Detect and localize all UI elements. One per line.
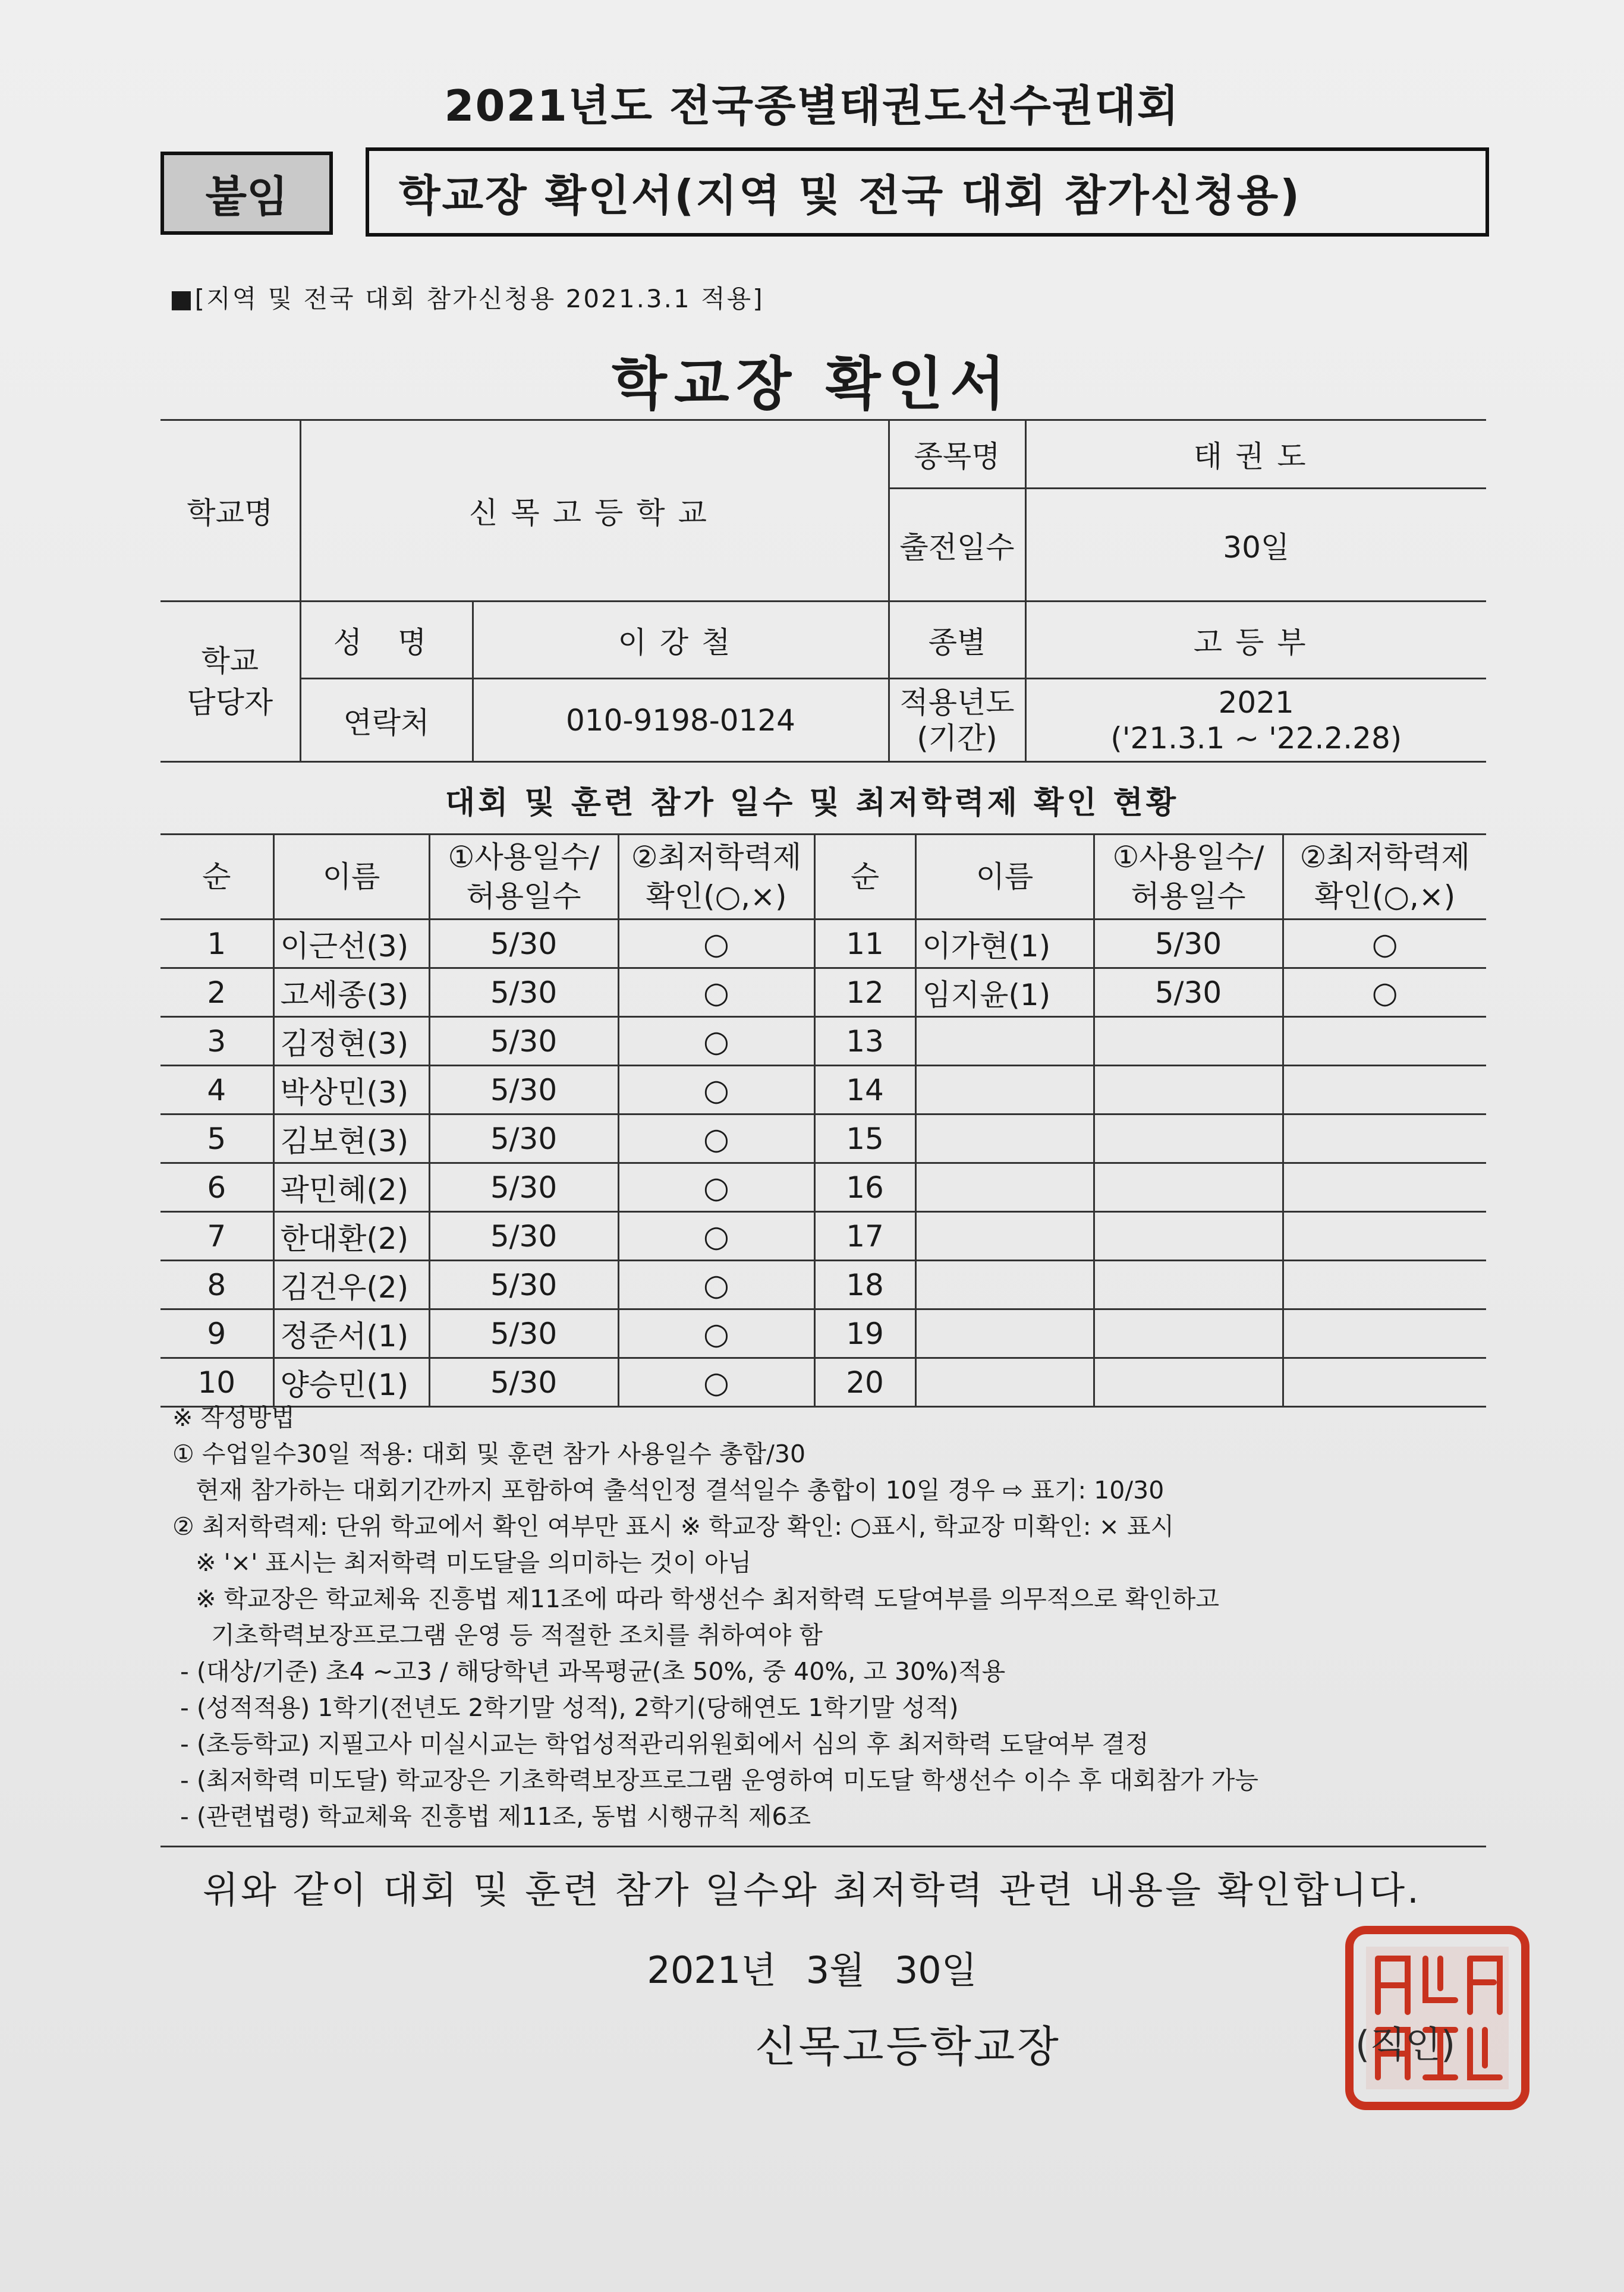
table-row (160, 1114, 1486, 1163)
row-check-2 (1283, 1309, 1486, 1358)
year-label-line1: 적용년도 (899, 685, 1015, 720)
col-no-2: 순 (814, 835, 915, 920)
row-no-2: 18 (814, 1261, 915, 1309)
contact-value: 010-9198-0124 (473, 679, 889, 762)
row-name: 김정현(3) (273, 1017, 429, 1066)
row-no: 8 (160, 1261, 273, 1309)
instruction-line: 현재 참가하는 대회기간까지 포함하여 출석인정 결석일수 총합이 10일 경우 ⇨ 표기: 10/30 (172, 1476, 1165, 1504)
row-days: 5/30 (429, 1114, 618, 1163)
instruction-line: ※ 작성방법 (172, 1403, 295, 1432)
instructions-bottom-divider (160, 1846, 1486, 1847)
row-days-2 (1094, 1212, 1283, 1261)
row-no: 1 (160, 920, 273, 968)
row-no-2: 12 (814, 968, 915, 1017)
row-check-2: ○ (1283, 920, 1486, 968)
col-days-line2: 허용일수 (466, 879, 581, 914)
row-days: 5/30 (429, 920, 618, 968)
row-no-2: 17 (814, 1212, 915, 1261)
row-check: ○ (618, 1066, 814, 1114)
col-days-line1: ①사용일수/ (448, 840, 600, 874)
row-no-2: 14 (814, 1066, 915, 1114)
row-check-2 (1283, 1114, 1486, 1163)
col-days-2 (1094, 835, 1283, 920)
row-days-2 (1094, 1114, 1283, 1163)
row-no: 10 (160, 1358, 273, 1407)
row-name: 한대환(2) (273, 1212, 429, 1261)
row-name: 김보현(3) (273, 1114, 429, 1163)
row-no-2: 11 (814, 920, 915, 968)
col-check (618, 835, 814, 920)
col-days (429, 835, 618, 920)
year-value-period: ('21.3.1 ~ '22.2.28) (1110, 720, 1402, 755)
row-name-2 (915, 1114, 1094, 1163)
year-value (1025, 679, 1486, 762)
row-name-2: 임지윤(1) (915, 968, 1094, 1017)
row-check: ○ (618, 920, 814, 968)
col-check-2-line2: 확인(○,×) (1314, 879, 1456, 914)
row-no-2: 15 (814, 1114, 915, 1163)
row-no-2: 19 (814, 1309, 915, 1358)
row-days: 5/30 (429, 1212, 618, 1261)
row-name-2: 이가현(1) (915, 920, 1094, 968)
row-name-2 (915, 1066, 1094, 1114)
table-row (160, 1212, 1486, 1261)
row-check-2 (1283, 1066, 1486, 1114)
table-row (160, 1066, 1486, 1114)
instruction-line: ② 최저학력제: 단위 학교에서 확인 여부만 표시 ※ 학교장 확인: ○표시, 학교장 미확인: × 표시 (172, 1512, 1175, 1541)
info-table (160, 419, 1486, 763)
row-check: ○ (618, 968, 814, 1017)
row-days: 5/30 (429, 1066, 618, 1114)
roster-table (160, 833, 1486, 1408)
row-days-2 (1094, 1261, 1283, 1309)
issue-date: 2021년 3월 30일 (647, 1948, 977, 1992)
row-check: ○ (618, 1114, 814, 1163)
col-name: 이름 (273, 835, 429, 920)
row-name: 박상민(3) (273, 1066, 429, 1114)
row-check-2: ○ (1283, 968, 1486, 1017)
row-check: ○ (618, 1163, 814, 1212)
instruction-line: - (성적적용) 1학기(전년도 2학기말 성적), 2학기(당해연도 1학기말 성적) (172, 1693, 959, 1722)
row-name-2 (915, 1017, 1094, 1066)
year-label (889, 679, 1025, 762)
division-value: 고등부 (1025, 602, 1486, 679)
row-days-2: 5/30 (1094, 920, 1283, 968)
col-days-2-line2: 허용일수 (1131, 879, 1246, 914)
row-no: 9 (160, 1309, 273, 1358)
row-days: 5/30 (429, 1017, 618, 1066)
col-check-line1: ②최저학력제 (631, 840, 802, 874)
days-value: 30일 (1025, 489, 1486, 602)
row-name-2 (915, 1212, 1094, 1261)
school-value: 신목고등학교 (300, 420, 889, 602)
sport-value: 태권도 (1025, 420, 1486, 489)
row-no: 5 (160, 1114, 273, 1163)
row-no-2: 20 (814, 1358, 915, 1407)
row-days-2 (1094, 1017, 1283, 1066)
manager-label (160, 602, 300, 762)
days-label: 출전일수 (889, 489, 1025, 602)
row-days: 5/30 (429, 1358, 618, 1407)
year-label-line2: (기간) (917, 720, 997, 755)
row-name: 김건우(2) (273, 1261, 429, 1309)
principal-title: 신목고등학교장 (755, 2022, 1061, 2071)
row-days: 5/30 (429, 1261, 618, 1309)
instruction-line: ① 수업일수30일 적용: 대회 및 훈련 참가 사용일수 총합/30 (172, 1440, 806, 1468)
row-check: ○ (618, 1017, 814, 1066)
row-check-2 (1283, 1017, 1486, 1066)
manager-label-text: 학교 담당자 (187, 643, 273, 720)
school-label: 학교명 (160, 420, 300, 602)
table-row (160, 1017, 1486, 1066)
table-row (160, 1261, 1486, 1309)
row-check: ○ (618, 1358, 814, 1407)
name-label: 성 명 (300, 602, 473, 679)
attachment-badge: 붙임 (160, 152, 333, 235)
instructions (172, 1400, 1498, 1835)
row-no: 2 (160, 968, 273, 1017)
instruction-line: ※ 학교장은 학교체육 진흥법 제11조에 따라 학생선수 최저학력 도달여부를 의무적으로 확인하고 (172, 1585, 1219, 1613)
row-no: 3 (160, 1017, 273, 1066)
row-name-2 (915, 1309, 1094, 1358)
row-name: 곽민혜(2) (273, 1163, 429, 1212)
instruction-line: ※ '×' 표시는 최저학력 미도달을 의미하는 것이 아님 (172, 1548, 752, 1577)
document-title: 학교장 확인서 (612, 351, 1012, 417)
row-days: 5/30 (429, 1163, 618, 1212)
table-row (160, 1309, 1486, 1358)
row-days-2 (1094, 1066, 1283, 1114)
year-value-year: 2021 (1218, 685, 1294, 720)
col-days-2-line1: ①사용일수/ (1112, 840, 1264, 874)
row-no-2: 16 (814, 1163, 915, 1212)
row-check: ○ (618, 1309, 814, 1358)
form-title: 학교장 확인서(지역 및 전국 대회 참가신청용) (366, 147, 1489, 237)
instruction-line: - (대상/기준) 초4 ~고3 / 해당학년 과목평균(초 50%, 중 40%, 고 30%)적용 (172, 1657, 1006, 1686)
row-name-2 (915, 1163, 1094, 1212)
table-row (160, 968, 1486, 1017)
division-label: 종별 (889, 602, 1025, 679)
event-title: 2021년도 전국종별태권도선수권대회 (444, 81, 1180, 131)
instruction-line: - (관련법령) 학교체육 진흥법 제11조, 동법 시행규칙 제6조 (172, 1802, 811, 1831)
name-value: 이강철 (473, 602, 889, 679)
sport-label: 종목명 (889, 420, 1025, 489)
row-check-2 (1283, 1163, 1486, 1212)
row-check-2 (1283, 1261, 1486, 1309)
row-name: 정준서(1) (273, 1309, 429, 1358)
applicability-note: ■[지역 및 전국 대회 참가신청용 2021.3.1 적용] (169, 284, 764, 313)
table-row (160, 1163, 1486, 1212)
row-check-2 (1283, 1212, 1486, 1261)
row-no: 6 (160, 1163, 273, 1212)
row-check: ○ (618, 1261, 814, 1309)
col-no: 순 (160, 835, 273, 920)
roster-title: 대회 및 훈련 참가 일수 및 최저학력제 확인 현황 (445, 785, 1179, 821)
table-row (160, 920, 1486, 968)
row-name: 고세종(3) (273, 968, 429, 1017)
instruction-line: - (초등학교) 지필고사 미실시교는 학업성적관리위원회에서 심의 후 최저학력 도달여부 결정 (172, 1730, 1149, 1758)
roster-header-row (160, 835, 1486, 920)
instruction-line: - (최저학력 미도달) 학교장은 기초학력보장프로그램 운영하여 미도달 학생선수 이수 후 대회참가 가능 (172, 1766, 1259, 1794)
row-name: 양승민(1) (273, 1358, 429, 1407)
row-check: ○ (618, 1212, 814, 1261)
col-check-2-line1: ②최저학력제 (1299, 840, 1470, 874)
row-days-2 (1094, 1163, 1283, 1212)
col-name-2: 이름 (915, 835, 1094, 920)
row-days: 5/30 (429, 1309, 618, 1358)
row-no-2: 13 (814, 1017, 915, 1066)
row-days: 5/30 (429, 968, 618, 1017)
instruction-line: 기초학력보장프로그램 운영 등 적절한 조치를 취하여야 함 (172, 1621, 823, 1649)
col-check-2 (1283, 835, 1486, 920)
row-no: 4 (160, 1066, 273, 1114)
seal-text: (직인) (1355, 2023, 1456, 2066)
row-name: 이근선(3) (273, 920, 429, 968)
row-name-2 (915, 1261, 1094, 1309)
row-no: 7 (160, 1212, 273, 1261)
col-check-line2: 확인(○,×) (646, 879, 787, 914)
contact-label: 연락처 (300, 679, 473, 762)
row-days-2: 5/30 (1094, 968, 1283, 1017)
confirmation-statement: 위와 같이 대회 및 훈련 참가 일수와 최저학력 관련 내용을 확인합니다. (203, 1868, 1421, 1912)
row-days-2 (1094, 1309, 1283, 1358)
